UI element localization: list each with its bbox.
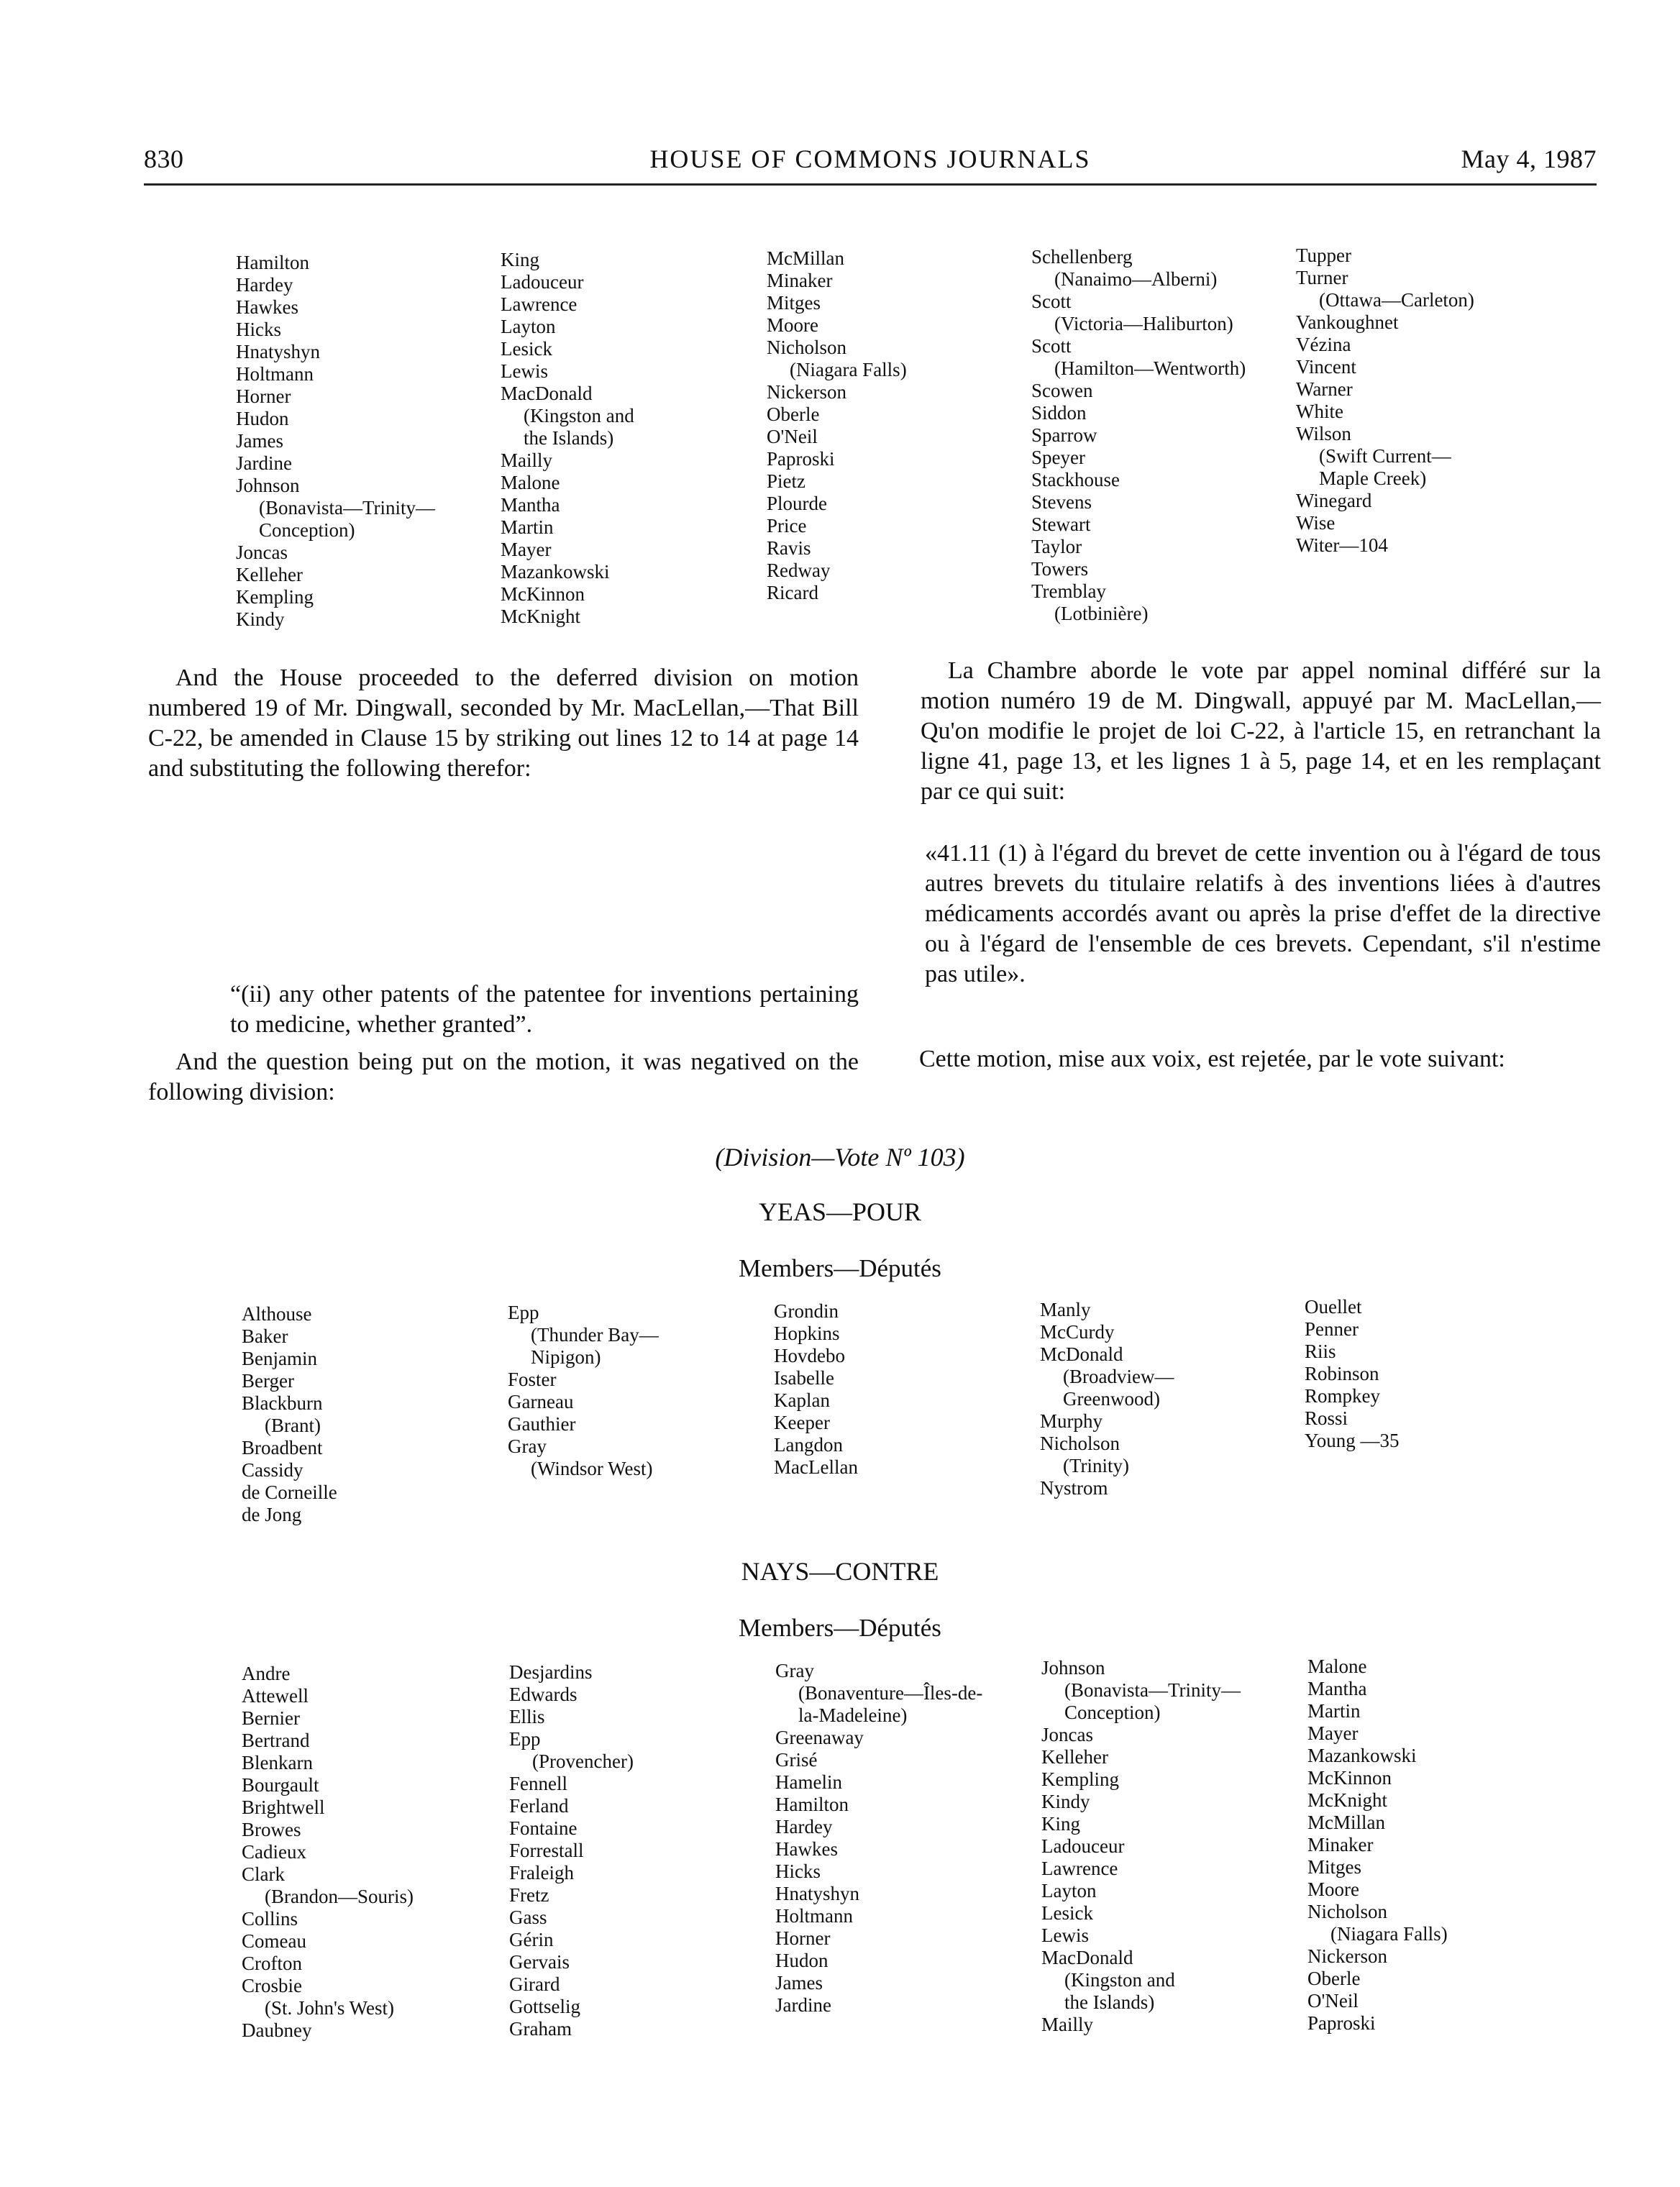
member-riding: Conception)	[1064, 1702, 1161, 1723]
member-name: Gray	[775, 1660, 814, 1681]
member-name: Holtmann	[775, 1905, 853, 1927]
member-name: Hovdebo	[774, 1345, 845, 1366]
top-name-column-5	[1296, 245, 1474, 557]
member-name: Price	[767, 515, 807, 537]
member-name: Mantha	[1307, 1678, 1367, 1699]
member-riding: la-Madeleine)	[798, 1704, 908, 1726]
member-name: James	[236, 430, 283, 452]
member-name: Epp	[509, 1728, 541, 1750]
member-name: Lawrence	[501, 293, 578, 315]
member-name: Witer—104	[1296, 534, 1388, 556]
member-name: Mitges	[767, 292, 821, 314]
member-name: Tremblay	[1031, 580, 1107, 602]
member-name: Fontaine	[509, 1817, 578, 1839]
member-name: Horner	[775, 1927, 831, 1949]
nays-name-column-5	[1307, 1656, 1448, 2035]
member-name: Hamilton	[236, 252, 309, 273]
member-name: Gauthier	[508, 1413, 576, 1435]
journal-title: HOUSE OF COMMONS JOURNALS	[649, 145, 1091, 173]
member-name: McCurdy	[1040, 1321, 1115, 1343]
member-name: Paproski	[767, 448, 835, 470]
member-name: Sparrow	[1031, 424, 1097, 446]
member-riding: Nipigon)	[531, 1346, 601, 1368]
member-name: Gass	[509, 1907, 547, 1928]
member-riding: (Provencher)	[532, 1750, 634, 1772]
member-name: Redway	[767, 560, 831, 581]
member-name: Broadbent	[242, 1437, 323, 1458]
member-name: Lewis	[501, 360, 548, 382]
member-name: Fraleigh	[509, 1862, 574, 1884]
member-name: Fretz	[509, 1884, 549, 1906]
member-name: Attewell	[242, 1685, 309, 1707]
member-name: Joncas	[1041, 1724, 1093, 1745]
member-name: White	[1296, 401, 1343, 422]
member-name: Gervais	[509, 1951, 570, 1973]
member-name: Andre	[242, 1663, 291, 1684]
member-name: Desjardins	[509, 1661, 593, 1683]
member-name: Paproski	[1307, 2012, 1376, 2034]
member-name: Gray	[508, 1435, 547, 1457]
member-name: Ferland	[509, 1795, 569, 1817]
member-name: de Jong	[242, 1504, 302, 1525]
member-riding: (Trinity)	[1063, 1455, 1130, 1476]
member-name: Cadieux	[242, 1841, 306, 1863]
member-name: Foster	[508, 1369, 557, 1390]
member-name: Nicholson	[1040, 1433, 1120, 1454]
member-name: McKinnon	[1307, 1767, 1392, 1789]
member-name: Althouse	[242, 1303, 312, 1325]
member-name: Murphy	[1040, 1410, 1102, 1432]
division-title: (Division—Vote Nº 103)	[715, 1143, 965, 1172]
member-name: de Corneille	[242, 1481, 337, 1503]
member-name: Towers	[1031, 558, 1089, 580]
member-name: Plourde	[767, 493, 827, 514]
member-name: Grondin	[774, 1300, 839, 1322]
english-quote: “(ii) any other patents of the patentee for inventions pertaining to medicine, whether granted”.	[230, 981, 859, 1038]
member-name: McMillan	[767, 247, 844, 269]
english-motion-paragraph: And the House proceeded to the deferred division on motion numbered 19 of Mr. Dingwall, seconded by Mr. MacLellan,—That Bill C-22, be amended in Clause 15 by striking out lines 12 to 14 at page 14 and substituting the following therefor:	[148, 665, 859, 782]
member-name: Edwards	[509, 1684, 578, 1705]
member-riding: (Bonavista—Trinity—	[1064, 1679, 1241, 1701]
member-name: Keeper	[774, 1412, 830, 1433]
member-name: Crofton	[242, 1953, 302, 1974]
member-name: Minaker	[1307, 1834, 1374, 1855]
member-name: Johnson	[1041, 1657, 1105, 1679]
member-name: Kindy	[1041, 1791, 1090, 1812]
member-riding: the Islands)	[524, 427, 614, 449]
member-name: James	[775, 1972, 823, 1994]
member-name: Kempling	[1041, 1768, 1119, 1790]
member-name: Langdon	[774, 1434, 843, 1456]
member-name: MacDonald	[1041, 1947, 1133, 1968]
member-name: Martin	[501, 516, 554, 538]
member-name: McMillan	[1307, 1812, 1385, 1833]
member-name: King	[501, 249, 539, 270]
member-name: Hicks	[236, 319, 281, 340]
member-name: Stackhouse	[1031, 469, 1120, 490]
member-riding: (Thunder Bay—	[531, 1324, 659, 1346]
top-name-column-2	[501, 249, 634, 628]
member-name: Warner	[1296, 378, 1353, 400]
member-name: Turner	[1296, 267, 1348, 288]
member-riding: (Lotbinière)	[1054, 603, 1149, 624]
member-name: Mitges	[1307, 1856, 1362, 1878]
member-name: Kindy	[236, 608, 285, 630]
member-name: Nickerson	[767, 381, 846, 403]
member-name: Moore	[1307, 1878, 1359, 1900]
member-name: Manly	[1040, 1299, 1091, 1320]
member-riding: the Islands)	[1064, 1991, 1155, 2013]
member-name: Penner	[1305, 1318, 1359, 1340]
member-name: Lesick	[501, 338, 552, 360]
member-name: Nicholson	[767, 337, 846, 358]
page-date: May 4, 1987	[1461, 145, 1597, 173]
member-name: Holtmann	[236, 363, 314, 385]
nays-name-column-4	[1041, 1657, 1241, 2036]
nays-heading: NAYS—CONTRE	[741, 1557, 939, 1586]
member-name: Bourgault	[242, 1774, 319, 1796]
member-name: Graham	[509, 2018, 572, 2040]
member-name: MacLellan	[774, 1456, 858, 1478]
member-name: Hardey	[775, 1816, 833, 1837]
member-name: Gottselig	[509, 1996, 580, 2017]
member-name: Mailly	[1041, 2014, 1093, 2035]
member-riding: (Kingston and	[1064, 1969, 1175, 1991]
member-name: Hawkes	[775, 1838, 838, 1860]
member-riding: (Niagara Falls)	[1330, 1923, 1448, 1945]
member-name: Forrestall	[509, 1840, 584, 1861]
member-name: Jardine	[775, 1994, 831, 2016]
member-name: Isabelle	[774, 1367, 834, 1389]
yeas-name-column-1	[242, 1303, 337, 1526]
member-name: McKnight	[501, 606, 580, 627]
member-name: Ladouceur	[501, 271, 584, 293]
member-name: Scott	[1031, 335, 1072, 357]
member-name: Oberle	[767, 403, 820, 425]
member-name: Kelleher	[1041, 1746, 1108, 1768]
member-name: Horner	[236, 385, 291, 407]
member-name: Vincent	[1296, 356, 1356, 378]
yeas-name-column-5	[1305, 1296, 1400, 1452]
member-name: Malone	[501, 472, 560, 493]
top-name-column-3	[767, 247, 907, 604]
member-name: MacDonald	[501, 383, 593, 404]
member-name: Hawkes	[236, 296, 298, 318]
member-name: Hardey	[236, 274, 293, 296]
french-motion-paragraph: La Chambre aborde le vote par appel nominal différé sur la motion numéro 19 de M. Dingwall, appuyé par M. MacLellan,—Qu'on modifie le projet de loi C-22, à l'article 15, en retranchant la ligne 41, page 13, et les lignes 1 à 5, page 14, et en les remplaçant par ce qui suit:	[921, 657, 1601, 805]
member-riding: Conception)	[259, 519, 355, 541]
member-name: Tupper	[1296, 245, 1352, 266]
member-name: Wilson	[1296, 423, 1351, 444]
member-riding: (Ottawa—Carleton)	[1319, 289, 1474, 311]
member-name: Young —35	[1305, 1430, 1400, 1451]
member-name: Johnson	[236, 475, 300, 496]
member-name: Kempling	[236, 586, 314, 608]
member-name: Garneau	[508, 1391, 574, 1412]
member-name: Bernier	[242, 1707, 300, 1729]
member-riding: (Kingston and	[524, 405, 634, 426]
member-name: Siddon	[1031, 402, 1087, 424]
member-name: O'Neil	[767, 426, 818, 447]
member-riding: Maple Creek)	[1319, 467, 1427, 489]
member-name: Epp	[508, 1302, 539, 1323]
member-name: Speyer	[1031, 447, 1085, 468]
member-name: Stevens	[1031, 491, 1092, 513]
member-name: Nicholson	[1307, 1901, 1387, 1922]
english-question-paragraph: And the question being put on the motion, it was negatived on the following division:	[148, 1049, 859, 1105]
member-name: Wise	[1296, 512, 1336, 534]
member-riding: (Niagara Falls)	[790, 359, 907, 380]
member-riding: (Brandon—Souris)	[265, 1886, 414, 1907]
member-name: Mazankowski	[501, 561, 610, 583]
member-name: Moore	[767, 314, 818, 336]
nays-name-column-2	[509, 1661, 634, 2040]
page-header	[144, 144, 1597, 181]
member-name: Fennell	[509, 1773, 567, 1794]
member-name: Layton	[1041, 1880, 1097, 1901]
member-name: McDonald	[1040, 1343, 1123, 1365]
member-name: Stewart	[1031, 513, 1091, 535]
top-name-column-1	[236, 252, 435, 631]
member-name: Martin	[1307, 1700, 1361, 1722]
member-name: Minaker	[767, 270, 833, 291]
member-riding: (Victoria—Haliburton)	[1054, 313, 1233, 334]
member-name: Robinson	[1305, 1363, 1379, 1384]
member-riding: (Bonaventure—Îles-de-	[798, 1682, 983, 1704]
member-riding: (Broadview—	[1063, 1366, 1174, 1387]
member-name: Schellenberg	[1031, 246, 1133, 268]
member-name: Blackburn	[242, 1392, 323, 1414]
member-name: Nickerson	[1307, 1945, 1387, 1967]
page-number: 830	[144, 145, 184, 173]
member-name: Lesick	[1041, 1902, 1093, 1924]
member-name: Taylor	[1031, 536, 1082, 557]
member-name: O'Neil	[1307, 1990, 1359, 2012]
member-name: Greenaway	[775, 1727, 864, 1748]
member-name: Hamelin	[775, 1771, 842, 1793]
member-name: Riis	[1305, 1341, 1336, 1362]
member-name: Rompkey	[1305, 1385, 1380, 1407]
member-name: Crosbie	[242, 1975, 302, 1996]
member-name: Gérin	[509, 1929, 554, 1950]
member-name: Baker	[242, 1325, 288, 1347]
member-name: Collins	[242, 1908, 298, 1930]
member-name: Mailly	[501, 449, 552, 471]
french-question-paragraph: Cette motion, mise aux voix, est rejetée, par le vote suivant:	[919, 1046, 1505, 1072]
member-name: McKnight	[1307, 1789, 1387, 1811]
member-riding: (St. John's West)	[265, 1997, 394, 2019]
member-name: Hopkins	[774, 1323, 840, 1344]
member-name: Vézina	[1296, 334, 1351, 355]
member-name: Mantha	[501, 494, 560, 516]
member-name: Benjamin	[242, 1348, 317, 1369]
member-name: Hudon	[775, 1950, 828, 1971]
member-name: Joncas	[236, 542, 288, 563]
member-riding: Greenwood)	[1063, 1388, 1160, 1410]
member-name: Jardine	[236, 452, 292, 474]
member-riding: (Windsor West)	[531, 1458, 653, 1479]
member-name: Bertrand	[242, 1730, 310, 1751]
member-name: Nystrom	[1040, 1477, 1108, 1499]
member-name: Ricard	[767, 582, 818, 603]
member-name: Hamilton	[775, 1794, 849, 1815]
member-name: Oberle	[1307, 1968, 1361, 1989]
member-name: Blenkarn	[242, 1752, 313, 1773]
yeas-name-column-3	[774, 1300, 858, 1479]
member-name: Rossi	[1305, 1407, 1348, 1429]
member-name: Hnatyshyn	[775, 1883, 859, 1904]
member-name: Berger	[242, 1370, 294, 1392]
member-name: Layton	[501, 316, 556, 337]
member-name: Malone	[1307, 1656, 1367, 1677]
member-name: Cassidy	[242, 1459, 303, 1481]
member-name: Grisé	[775, 1749, 818, 1771]
member-name: McKinnon	[501, 583, 585, 605]
member-name: Hicks	[775, 1860, 821, 1882]
top-name-column-4	[1031, 246, 1246, 625]
member-name: Daubney	[242, 2019, 312, 2041]
member-name: Lawrence	[1041, 1858, 1118, 1879]
member-name: Ouellet	[1305, 1296, 1362, 1318]
nays-name-column-3	[775, 1660, 982, 2017]
yeas-name-column-4	[1040, 1299, 1174, 1499]
member-name: Hnatyshyn	[236, 341, 320, 362]
yeas-name-column-2	[508, 1302, 659, 1480]
yeas-members-heading: Members—Députés	[739, 1254, 941, 1282]
french-quote: «41.11 (1) à l'égard du brevet de cette invention ou à l'égard de tous autres brevets du titulaire relatifs à des inventions liées à d'autres médicaments accordés avant ou après la prise d'effet de la directive ou à l'égard de l'ensemble de ces brevets. Cependant, s'il n'estime pas utile».	[925, 840, 1601, 987]
member-name: Comeau	[242, 1930, 306, 1952]
member-name: Hudon	[236, 408, 289, 429]
member-name: King	[1041, 1813, 1080, 1835]
member-name: Pietz	[767, 470, 805, 492]
member-riding: (Swift Current—	[1319, 445, 1451, 467]
member-name: Brightwell	[242, 1796, 325, 1818]
member-name: Mazankowski	[1307, 1745, 1417, 1766]
member-name: Scott	[1031, 291, 1072, 312]
member-name: Girard	[509, 1973, 560, 1995]
yeas-heading: YEAS—POUR	[758, 1197, 922, 1226]
nays-members-heading: Members—Députés	[739, 1614, 941, 1642]
member-name: Kelleher	[236, 564, 303, 585]
member-name: Scowen	[1031, 380, 1093, 401]
member-riding: (Bonavista—Trinity—	[259, 497, 436, 519]
member-name: Kaplan	[774, 1389, 830, 1411]
member-name: Ellis	[509, 1706, 545, 1727]
member-name: Winegard	[1296, 490, 1372, 511]
nays-name-column-1	[242, 1663, 414, 2042]
member-name: Mayer	[1307, 1722, 1359, 1744]
member-name: Clark	[242, 1863, 285, 1885]
member-riding: (Nanaimo—Alberni)	[1054, 268, 1218, 290]
member-name: Mayer	[501, 539, 552, 560]
member-name: Ladouceur	[1041, 1835, 1125, 1857]
member-name: Ravis	[767, 537, 811, 559]
member-riding: (Hamilton—Wentworth)	[1054, 357, 1246, 379]
header-rule	[144, 183, 1597, 186]
member-riding: (Brant)	[265, 1415, 321, 1436]
member-name: Vankoughnet	[1296, 311, 1399, 333]
member-name: Browes	[242, 1819, 301, 1840]
member-name: Lewis	[1041, 1925, 1089, 1946]
